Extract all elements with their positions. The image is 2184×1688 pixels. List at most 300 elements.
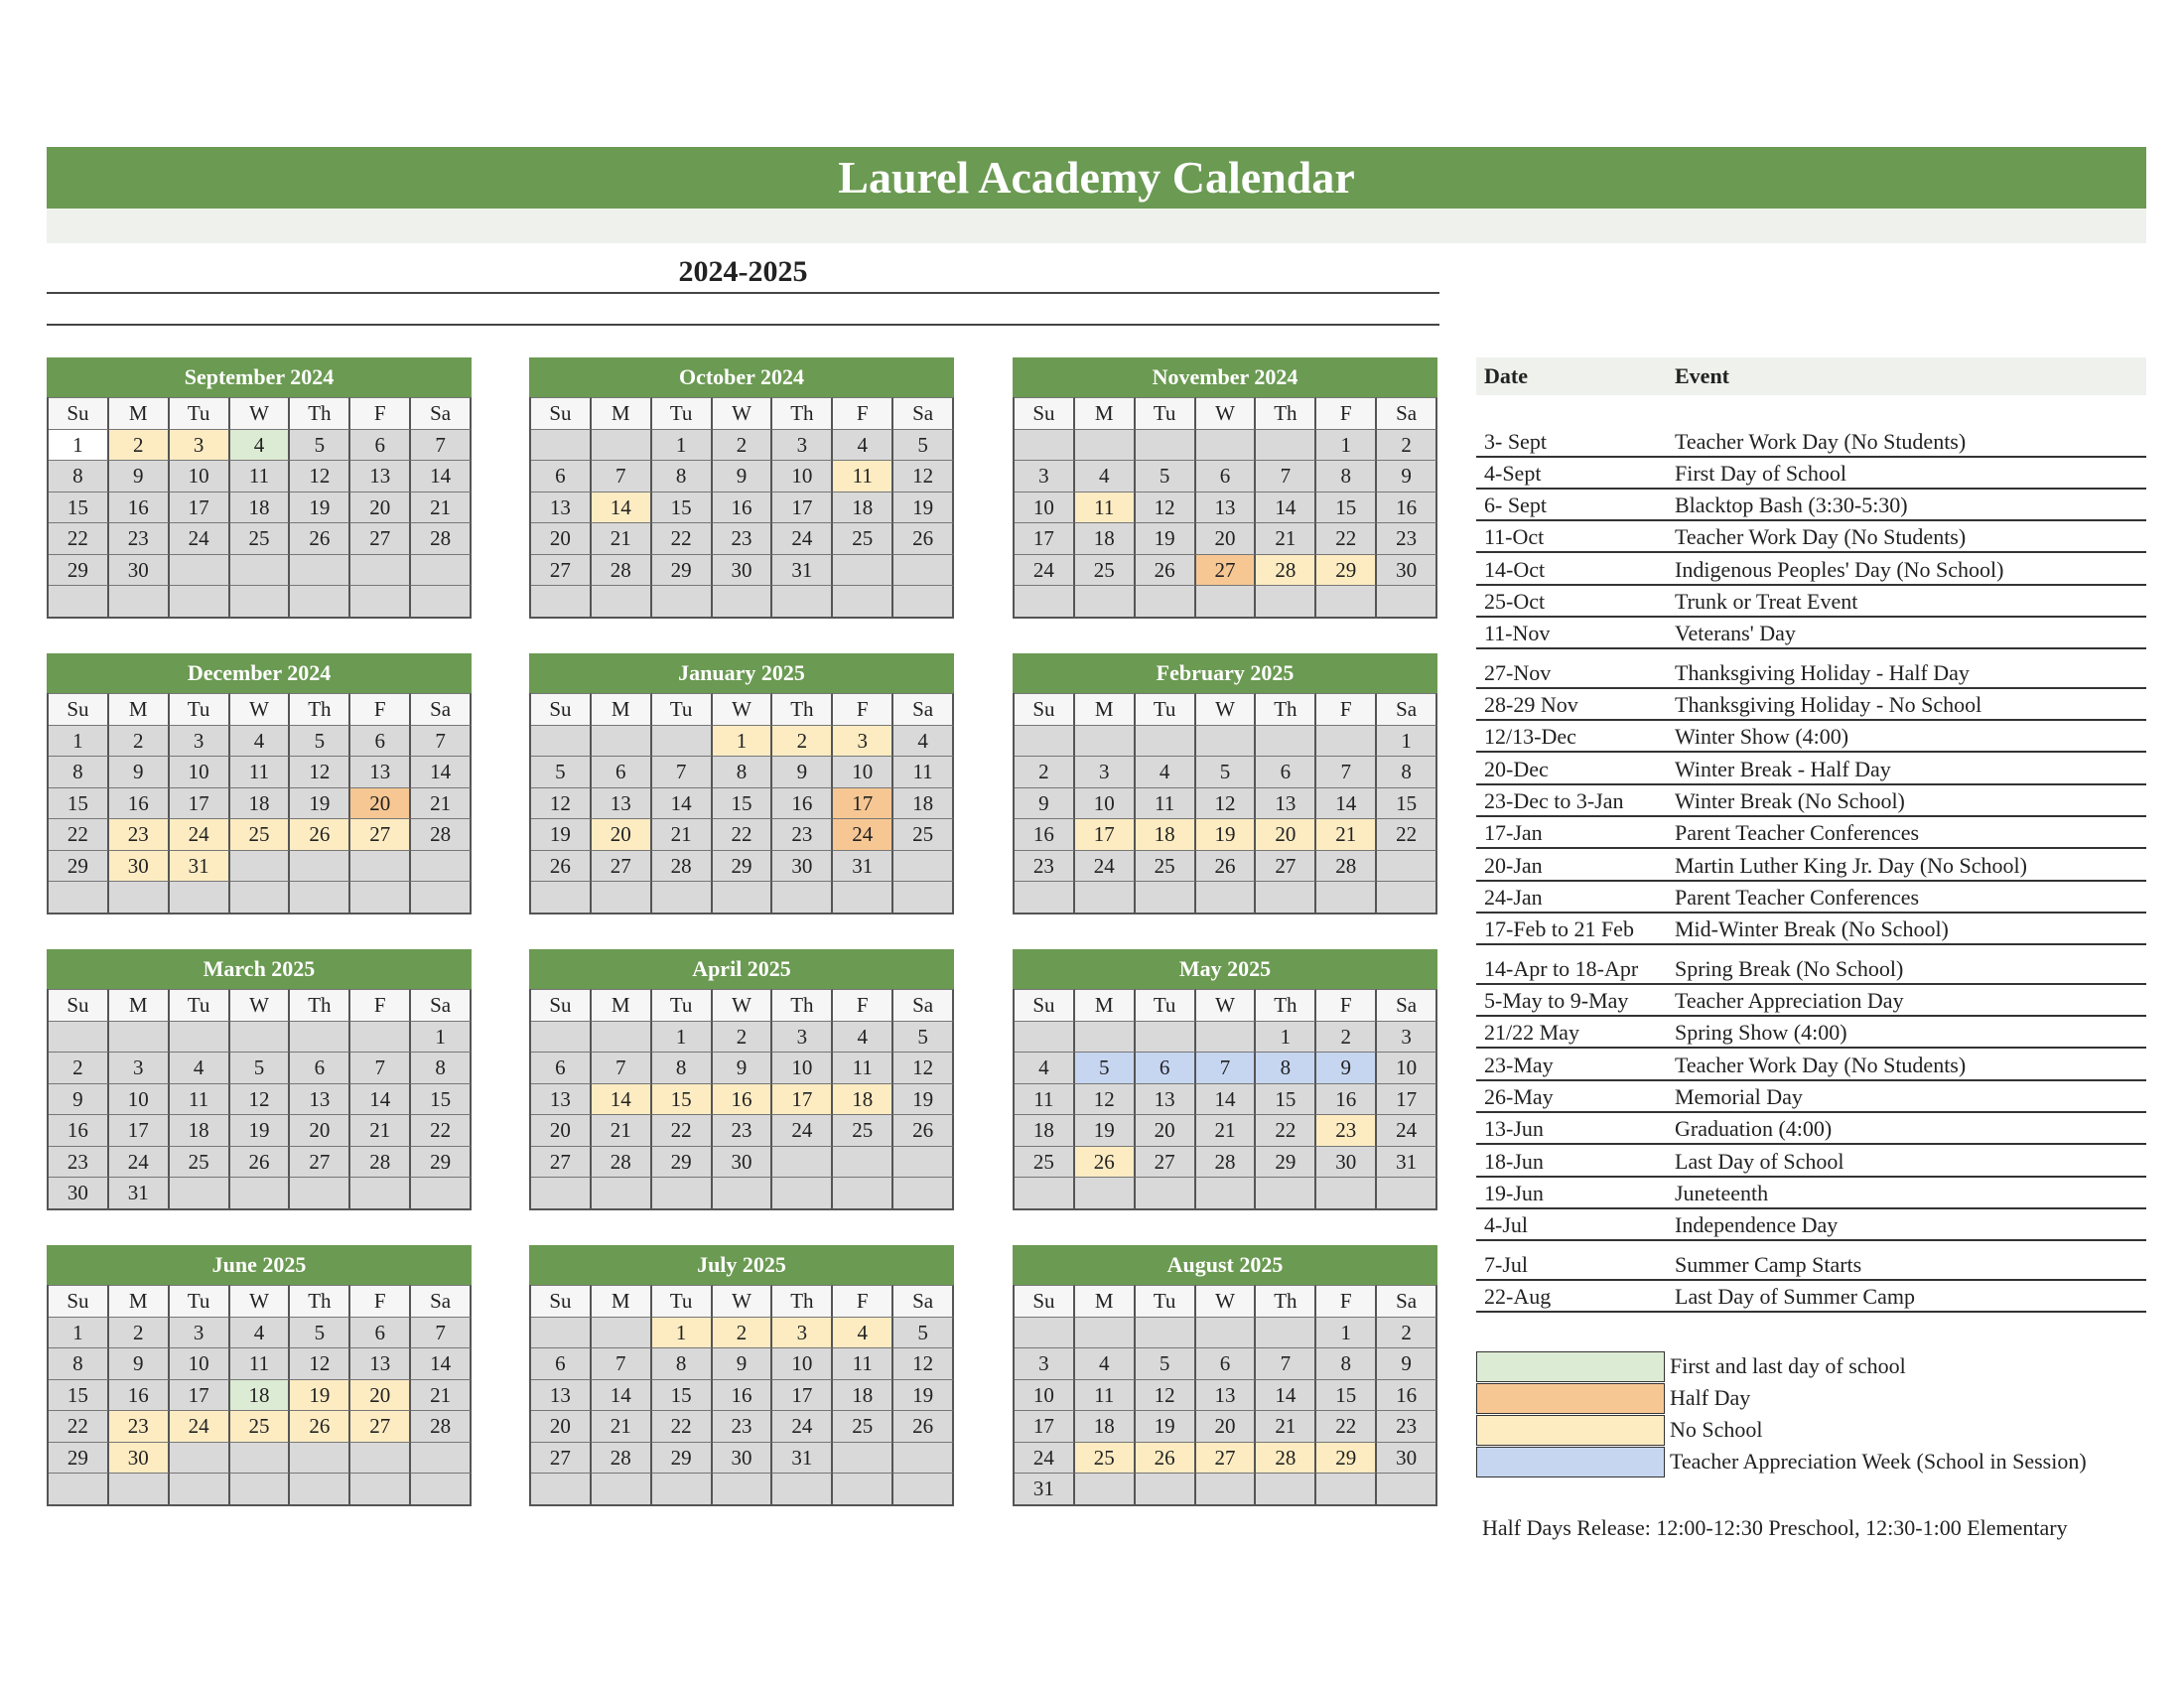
event-description: Winter Break - Half Day xyxy=(1675,757,1891,781)
weekday-label: W xyxy=(713,397,773,429)
day-cell: 24 xyxy=(109,1146,170,1178)
event-row xyxy=(1476,816,2146,849)
day-cell: 19 xyxy=(1075,1114,1136,1146)
empty-day-cell xyxy=(713,585,773,617)
empty-day-cell xyxy=(230,1177,291,1208)
day-cell: 8 xyxy=(49,756,109,787)
day-cell: 12 xyxy=(1075,1083,1136,1115)
day-cell: 19 xyxy=(893,1083,954,1115)
event-description: Winter Show (4:00) xyxy=(1675,724,1849,749)
day-cell: 5 xyxy=(1136,1347,1196,1379)
day-cell: 4 xyxy=(170,1052,230,1083)
day-cell: 14 xyxy=(652,787,713,819)
empty-day-cell xyxy=(893,881,954,913)
day-cell: 2 xyxy=(1015,756,1075,787)
weekday-label: Tu xyxy=(1136,397,1196,429)
empty-day-cell xyxy=(411,1442,472,1474)
day-cell: 26 xyxy=(230,1146,291,1178)
month-calendar xyxy=(529,1245,954,1506)
weekday-label: W xyxy=(230,693,291,725)
empty-day-cell xyxy=(772,881,833,913)
empty-day-cell xyxy=(1075,1317,1136,1348)
weekday-label: Tu xyxy=(1136,1285,1196,1317)
day-cell: 28 xyxy=(1256,554,1316,586)
month-title: April 2025 xyxy=(529,949,954,989)
day-cell: 20 xyxy=(531,522,592,554)
day-cell: 24 xyxy=(170,522,230,554)
day-cell: 1 xyxy=(1316,429,1377,461)
day-cell: 8 xyxy=(49,460,109,492)
weekday-label: F xyxy=(1316,989,1377,1021)
month-title: August 2025 xyxy=(1013,1245,1437,1285)
day-cell: 23 xyxy=(713,1114,773,1146)
empty-day-cell xyxy=(772,1177,833,1208)
event-date: 24-Jan xyxy=(1484,885,1543,910)
day-cell: 17 xyxy=(1075,818,1136,850)
day-cell: 22 xyxy=(652,522,713,554)
empty-day-cell xyxy=(1377,1473,1437,1504)
day-cell: 7 xyxy=(652,756,713,787)
day-cell: 8 xyxy=(652,1347,713,1379)
day-cell: 1 xyxy=(49,725,109,757)
empty-day-cell xyxy=(290,1021,350,1053)
day-cell: 24 xyxy=(772,522,833,554)
day-cell: 5 xyxy=(531,756,592,787)
day-cell: 7 xyxy=(411,1317,472,1348)
weekday-label: Sa xyxy=(411,989,472,1021)
day-cell: 2 xyxy=(713,1317,773,1348)
day-cell: 1 xyxy=(652,1021,713,1053)
day-cell: 7 xyxy=(592,1052,652,1083)
day-cell: 11 xyxy=(833,460,893,492)
event-date: 22-Aug xyxy=(1484,1284,1552,1309)
weekday-label: Tu xyxy=(170,989,230,1021)
day-cell: 19 xyxy=(893,492,954,523)
day-cell: 6 xyxy=(531,1347,592,1379)
day-cell: 15 xyxy=(1316,492,1377,523)
day-cell: 4 xyxy=(1015,1052,1075,1083)
weekday-label: W xyxy=(230,1285,291,1317)
event-date: 14-Oct xyxy=(1484,557,1546,582)
legend-swatch xyxy=(1476,1415,1665,1446)
weekday-label: Tu xyxy=(652,989,713,1021)
empty-day-cell xyxy=(290,1442,350,1474)
day-cell: 24 xyxy=(1015,554,1075,586)
month-calendar xyxy=(47,653,472,914)
event-row xyxy=(1476,553,2146,586)
day-cell: 18 xyxy=(230,492,291,523)
day-cell: 23 xyxy=(49,1146,109,1178)
month-title: March 2025 xyxy=(47,949,472,989)
day-cell: 11 xyxy=(1015,1083,1075,1115)
day-cell: 26 xyxy=(1136,1442,1196,1474)
month-calendar xyxy=(1013,949,1437,1210)
day-cell: 14 xyxy=(1196,1083,1257,1115)
day-cell: 27 xyxy=(531,554,592,586)
weekday-label: F xyxy=(350,1285,411,1317)
month-title: October 2024 xyxy=(529,357,954,397)
weekday-label: Sa xyxy=(1377,989,1437,1021)
day-cell: 24 xyxy=(170,1410,230,1442)
event-date: 28-29 Nov xyxy=(1484,692,1578,717)
events-event-header: Event xyxy=(1675,363,1729,388)
school-year: 2024-2025 xyxy=(678,255,808,288)
empty-day-cell xyxy=(350,585,411,617)
event-row xyxy=(1476,984,2146,1017)
day-cell: 24 xyxy=(1377,1114,1437,1146)
day-cell: 2 xyxy=(1377,1317,1437,1348)
day-cell: 17 xyxy=(1015,522,1075,554)
empty-day-cell xyxy=(109,585,170,617)
empty-day-cell xyxy=(1136,1473,1196,1504)
month-days-grid xyxy=(47,397,472,619)
day-cell: 6 xyxy=(1196,1347,1257,1379)
event-date: 11-Oct xyxy=(1484,524,1545,549)
month-calendar xyxy=(1013,653,1437,914)
event-row xyxy=(1476,720,2146,753)
month-title: May 2025 xyxy=(1013,949,1437,989)
day-cell: 17 xyxy=(772,492,833,523)
event-row xyxy=(1476,881,2146,914)
day-cell: 26 xyxy=(1075,1146,1136,1178)
day-cell: 1 xyxy=(652,1317,713,1348)
day-cell: 23 xyxy=(109,818,170,850)
weekday-label: Sa xyxy=(893,989,954,1021)
day-cell: 24 xyxy=(772,1410,833,1442)
day-cell: 17 xyxy=(1377,1083,1437,1115)
weekday-label: Th xyxy=(290,397,350,429)
day-cell: 17 xyxy=(772,1379,833,1411)
day-cell: 13 xyxy=(350,756,411,787)
empty-day-cell xyxy=(1256,1177,1316,1208)
legend-swatch xyxy=(1476,1351,1665,1382)
day-cell: 27 xyxy=(531,1146,592,1178)
event-date: 21/22 May xyxy=(1484,1020,1579,1045)
empty-day-cell xyxy=(652,585,713,617)
day-cell: 2 xyxy=(1377,429,1437,461)
day-cell: 13 xyxy=(1136,1083,1196,1115)
day-cell: 28 xyxy=(592,1442,652,1474)
empty-day-cell xyxy=(893,554,954,586)
day-cell: 20 xyxy=(531,1114,592,1146)
empty-day-cell xyxy=(1136,725,1196,757)
event-row xyxy=(1476,489,2146,521)
day-cell: 20 xyxy=(1136,1114,1196,1146)
day-cell: 29 xyxy=(652,554,713,586)
legend-label: No School xyxy=(1670,1417,1763,1442)
empty-day-cell xyxy=(1316,1177,1377,1208)
day-cell: 9 xyxy=(1377,460,1437,492)
day-cell: 3 xyxy=(1075,756,1136,787)
day-cell: 28 xyxy=(592,554,652,586)
weekday-label: M xyxy=(592,1285,652,1317)
day-cell: 30 xyxy=(713,1442,773,1474)
day-cell: 15 xyxy=(1256,1083,1316,1115)
empty-day-cell xyxy=(1015,429,1075,461)
empty-day-cell xyxy=(713,881,773,913)
day-cell: 25 xyxy=(833,1114,893,1146)
legend-label: Half Day xyxy=(1670,1385,1751,1410)
day-cell: 13 xyxy=(592,787,652,819)
month-days-grid xyxy=(1013,693,1437,914)
day-cell: 13 xyxy=(1196,492,1257,523)
weekday-label: M xyxy=(1075,1285,1136,1317)
day-cell: 27 xyxy=(592,850,652,882)
day-cell: 28 xyxy=(411,818,472,850)
day-cell: 18 xyxy=(833,1379,893,1411)
event-date: 17-Feb to 21 Feb xyxy=(1484,916,1634,941)
day-cell: 30 xyxy=(772,850,833,882)
day-cell: 7 xyxy=(1256,1347,1316,1379)
weekday-label: Sa xyxy=(411,1285,472,1317)
day-cell: 11 xyxy=(170,1083,230,1115)
empty-day-cell xyxy=(1256,585,1316,617)
day-cell: 3 xyxy=(772,429,833,461)
day-cell: 9 xyxy=(109,460,170,492)
month-days-grid xyxy=(47,693,472,914)
empty-day-cell xyxy=(170,554,230,586)
day-cell: 9 xyxy=(713,1347,773,1379)
day-cell: 25 xyxy=(170,1146,230,1178)
empty-day-cell xyxy=(411,850,472,882)
day-cell: 17 xyxy=(1015,1410,1075,1442)
event-date: 13-Jun xyxy=(1484,1116,1544,1141)
empty-day-cell xyxy=(1015,585,1075,617)
empty-day-cell xyxy=(893,585,954,617)
weekday-label: M xyxy=(1075,989,1136,1021)
day-cell: 25 xyxy=(230,522,291,554)
weekday-label: M xyxy=(1075,397,1136,429)
day-cell: 1 xyxy=(713,725,773,757)
day-cell: 20 xyxy=(290,1114,350,1146)
empty-day-cell xyxy=(772,585,833,617)
empty-day-cell xyxy=(893,850,954,882)
event-date: 19-Jun xyxy=(1484,1181,1544,1205)
day-cell: 30 xyxy=(1377,1442,1437,1474)
day-cell: 16 xyxy=(772,787,833,819)
empty-day-cell xyxy=(109,1473,170,1504)
month-calendar xyxy=(529,949,954,1210)
event-description: First Day of School xyxy=(1675,461,1846,486)
day-cell: 1 xyxy=(49,429,109,461)
event-description: Mid-Winter Break (No School) xyxy=(1675,916,1949,941)
day-cell: 4 xyxy=(833,1021,893,1053)
weekday-label: Tu xyxy=(170,693,230,725)
month-days-grid xyxy=(529,989,954,1210)
day-cell: 15 xyxy=(49,1379,109,1411)
day-cell: 12 xyxy=(290,756,350,787)
day-cell: 28 xyxy=(1316,850,1377,882)
weekday-label: F xyxy=(833,693,893,725)
day-cell: 28 xyxy=(411,1410,472,1442)
empty-day-cell xyxy=(170,881,230,913)
empty-day-cell xyxy=(1075,881,1136,913)
event-date: 3- Sept xyxy=(1484,429,1547,454)
weekday-label: Tu xyxy=(652,1285,713,1317)
weekday-label: M xyxy=(592,693,652,725)
empty-day-cell xyxy=(1377,1177,1437,1208)
day-cell: 6 xyxy=(350,429,411,461)
day-cell: 10 xyxy=(1015,492,1075,523)
day-cell: 28 xyxy=(350,1146,411,1178)
day-cell: 10 xyxy=(1015,1379,1075,1411)
day-cell: 16 xyxy=(1316,1083,1377,1115)
day-cell: 6 xyxy=(1136,1052,1196,1083)
empty-day-cell xyxy=(1256,429,1316,461)
month-days-grid xyxy=(529,397,954,619)
month-title: June 2025 xyxy=(47,1245,472,1285)
day-cell: 8 xyxy=(1316,1347,1377,1379)
empty-day-cell xyxy=(1075,429,1136,461)
empty-day-cell xyxy=(350,850,411,882)
day-cell: 12 xyxy=(1136,1379,1196,1411)
day-cell: 3 xyxy=(772,1317,833,1348)
legend-swatch xyxy=(1476,1447,1665,1477)
weekday-label: Th xyxy=(1256,1285,1316,1317)
empty-day-cell xyxy=(1136,585,1196,617)
day-cell: 3 xyxy=(1015,460,1075,492)
empty-day-cell xyxy=(531,881,592,913)
day-cell: 9 xyxy=(1015,787,1075,819)
month-title: July 2025 xyxy=(529,1245,954,1285)
day-cell: 9 xyxy=(713,460,773,492)
day-cell: 8 xyxy=(1377,756,1437,787)
page-title: Laurel Academy Calendar xyxy=(838,152,1355,203)
day-cell: 4 xyxy=(1075,460,1136,492)
day-cell: 30 xyxy=(109,1442,170,1474)
day-cell: 14 xyxy=(592,1083,652,1115)
day-cell: 22 xyxy=(1256,1114,1316,1146)
event-date: 4-Sept xyxy=(1484,461,1542,486)
day-cell: 27 xyxy=(531,1442,592,1474)
empty-day-cell xyxy=(592,1021,652,1053)
event-date: 4-Jul xyxy=(1484,1212,1528,1237)
month-calendar xyxy=(529,357,954,619)
day-cell: 21 xyxy=(350,1114,411,1146)
empty-day-cell xyxy=(290,554,350,586)
day-cell: 20 xyxy=(1196,1410,1257,1442)
empty-day-cell xyxy=(1015,1317,1075,1348)
empty-day-cell xyxy=(350,1473,411,1504)
event-date: 20-Dec xyxy=(1484,757,1549,781)
day-cell: 21 xyxy=(1256,1410,1316,1442)
event-description: Martin Luther King Jr. Day (No School) xyxy=(1675,853,2027,878)
empty-day-cell xyxy=(772,1146,833,1178)
empty-day-cell xyxy=(833,881,893,913)
event-date: 25-Oct xyxy=(1484,589,1546,614)
day-cell: 20 xyxy=(350,1379,411,1411)
empty-day-cell xyxy=(833,1177,893,1208)
empty-day-cell xyxy=(531,429,592,461)
event-row xyxy=(1476,1177,2146,1209)
day-cell: 3 xyxy=(170,725,230,757)
day-cell: 20 xyxy=(592,818,652,850)
day-cell: 13 xyxy=(350,1347,411,1379)
day-cell: 28 xyxy=(652,850,713,882)
day-cell: 20 xyxy=(1196,522,1257,554)
month-title: December 2024 xyxy=(47,653,472,693)
empty-day-cell xyxy=(1256,1473,1316,1504)
day-cell: 22 xyxy=(652,1410,713,1442)
day-cell: 22 xyxy=(1316,522,1377,554)
empty-day-cell xyxy=(1196,1177,1257,1208)
empty-day-cell xyxy=(350,1021,411,1053)
day-cell: 21 xyxy=(652,818,713,850)
empty-day-cell xyxy=(350,1442,411,1474)
empty-day-cell xyxy=(833,585,893,617)
day-cell: 20 xyxy=(1256,818,1316,850)
day-cell: 10 xyxy=(1377,1052,1437,1083)
day-cell: 22 xyxy=(1316,1410,1377,1442)
day-cell: 19 xyxy=(1196,818,1257,850)
day-cell: 31 xyxy=(772,1442,833,1474)
empty-day-cell xyxy=(1196,429,1257,461)
day-cell: 22 xyxy=(652,1114,713,1146)
weekday-label: Su xyxy=(531,397,592,429)
day-cell: 5 xyxy=(230,1052,291,1083)
day-cell: 4 xyxy=(1136,756,1196,787)
empty-day-cell xyxy=(290,1177,350,1208)
day-cell: 1 xyxy=(1256,1021,1316,1053)
weekday-label: Th xyxy=(772,693,833,725)
empty-day-cell xyxy=(1015,725,1075,757)
event-description: Trunk or Treat Event xyxy=(1675,589,1858,614)
month-calendar xyxy=(47,1245,472,1506)
day-cell: 7 xyxy=(1196,1052,1257,1083)
day-cell: 13 xyxy=(350,460,411,492)
empty-day-cell xyxy=(1075,1021,1136,1053)
empty-day-cell xyxy=(592,1473,652,1504)
day-cell: 28 xyxy=(592,1146,652,1178)
weekday-label: M xyxy=(592,397,652,429)
weekday-label: W xyxy=(1196,989,1257,1021)
day-cell: 29 xyxy=(1316,554,1377,586)
day-cell: 8 xyxy=(49,1347,109,1379)
event-description: Thanksgiving Holiday - Half Day xyxy=(1675,660,1970,685)
month-calendar xyxy=(47,357,472,619)
day-cell: 10 xyxy=(833,756,893,787)
day-cell: 21 xyxy=(1316,818,1377,850)
day-cell: 29 xyxy=(652,1146,713,1178)
day-cell: 17 xyxy=(109,1114,170,1146)
weekday-label: Th xyxy=(1256,989,1316,1021)
day-cell: 5 xyxy=(1075,1052,1136,1083)
empty-day-cell xyxy=(1316,1473,1377,1504)
day-cell: 15 xyxy=(49,492,109,523)
day-cell: 7 xyxy=(411,725,472,757)
day-cell: 21 xyxy=(411,1379,472,1411)
day-cell: 16 xyxy=(49,1114,109,1146)
empty-day-cell xyxy=(49,881,109,913)
day-cell: 23 xyxy=(1316,1114,1377,1146)
day-cell: 15 xyxy=(49,787,109,819)
day-cell: 18 xyxy=(170,1114,230,1146)
day-cell: 8 xyxy=(411,1052,472,1083)
day-cell: 3 xyxy=(1377,1021,1437,1053)
day-cell: 21 xyxy=(411,787,472,819)
day-cell: 17 xyxy=(170,1379,230,1411)
day-cell: 24 xyxy=(833,818,893,850)
day-cell: 25 xyxy=(230,1410,291,1442)
day-cell: 31 xyxy=(772,554,833,586)
day-cell: 21 xyxy=(592,1410,652,1442)
event-description: Teacher Work Day (No Students) xyxy=(1675,429,1967,454)
day-cell: 22 xyxy=(411,1114,472,1146)
event-description: Juneteenth xyxy=(1675,1181,1769,1205)
day-cell: 6 xyxy=(350,1317,411,1348)
day-cell: 23 xyxy=(109,1410,170,1442)
day-cell: 16 xyxy=(1377,492,1437,523)
